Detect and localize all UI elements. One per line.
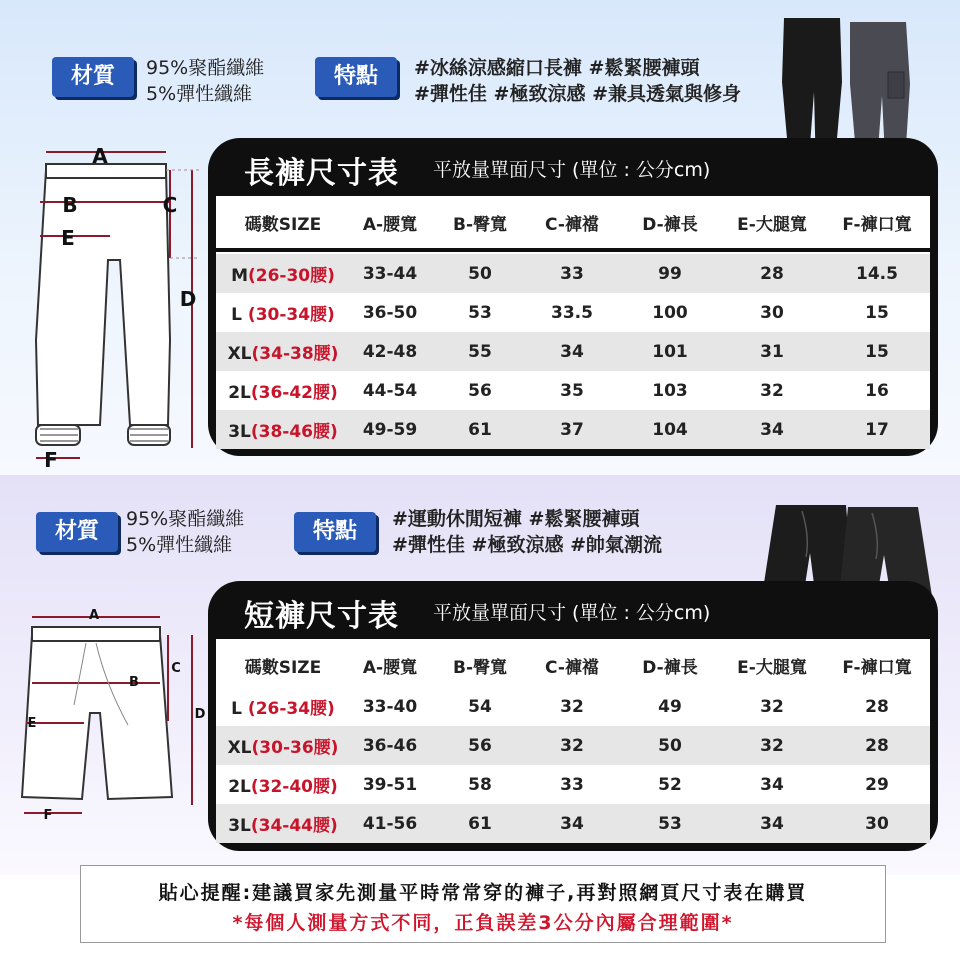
size-waist: (34-38腰) xyxy=(251,344,339,364)
material-line: 5%彈性纖維 xyxy=(126,534,233,556)
value-cell: 42-48 xyxy=(362,341,418,362)
value-cell: 41-56 xyxy=(362,813,418,834)
value-cell: 53 xyxy=(468,302,492,323)
diagram-label-f: F xyxy=(44,448,58,472)
diagram-label-e: E xyxy=(61,226,75,250)
size-code: 3L xyxy=(228,816,251,836)
value-cell: 15 xyxy=(865,302,889,323)
value-cell: 58 xyxy=(468,774,492,795)
size-cell xyxy=(216,733,344,758)
value-cell: 44-54 xyxy=(362,380,418,401)
size-waist: (26-34腰) xyxy=(247,699,335,719)
size-cell xyxy=(216,811,344,836)
table-row xyxy=(216,765,930,804)
table-row xyxy=(216,726,930,765)
table-row xyxy=(216,293,930,332)
value-cell: 34 xyxy=(760,813,784,834)
value-cell: 30 xyxy=(865,813,889,834)
value-cell: 36-46 xyxy=(362,735,418,756)
size-waist: (36-42腰) xyxy=(250,383,338,403)
header-size: 碼數SIZE xyxy=(244,214,322,235)
value-cell: 52 xyxy=(658,774,682,795)
value-cell: 101 xyxy=(652,341,688,362)
header-crotch: C-褲襠 xyxy=(545,214,599,235)
long-pants-section xyxy=(0,0,960,475)
feature-badge: 特點 xyxy=(294,512,376,552)
table-row xyxy=(216,410,930,449)
diagram-label-c: C xyxy=(171,661,181,676)
material-line: 95%聚酯纖維 xyxy=(146,57,265,79)
diagram-label-b: B xyxy=(129,675,139,690)
notice-line-1: 貼心提醒:建議買家先測量平時常常穿的褲子,再對照網頁尺寸表在購買 xyxy=(158,882,808,904)
feature-line: #彈性佳 #極致涼感 #兼具透氣與修身 xyxy=(414,83,741,105)
header-waist: A-腰寬 xyxy=(362,214,418,235)
value-cell: 28 xyxy=(760,263,784,284)
value-cell: 33 xyxy=(560,774,584,795)
size-code: L xyxy=(231,699,248,719)
value-cell: 37 xyxy=(560,419,584,440)
size-cell xyxy=(216,261,344,286)
diagram-label-a: A xyxy=(88,608,100,623)
header-length: D-褲長 xyxy=(642,214,698,235)
header-hip: B-臀寬 xyxy=(452,657,507,678)
value-cell: 29 xyxy=(865,774,889,795)
size-waist: (30-34腰) xyxy=(247,305,335,325)
feature-line: #冰絲涼感縮口長褲 #鬆緊腰褲頭 xyxy=(414,57,700,79)
size-waist: (38-46腰) xyxy=(250,422,338,442)
size-cell xyxy=(216,300,344,325)
value-cell: 33-44 xyxy=(362,263,418,284)
size-cell xyxy=(216,694,344,719)
feature-line: #運動休閒短褲 #鬆緊腰褲頭 xyxy=(392,508,640,530)
feature-badge: 特點 xyxy=(315,57,397,97)
table-title: 短褲尺寸表 xyxy=(244,599,399,634)
feature-text xyxy=(392,506,662,558)
feature-text xyxy=(414,55,741,107)
value-cell: 54 xyxy=(468,696,492,717)
header-thigh: E-大腿寬 xyxy=(737,657,807,678)
size-code: XL xyxy=(227,344,252,364)
size-cell xyxy=(216,339,344,364)
value-cell: 49 xyxy=(658,696,682,717)
table-subtitle: 平放量單面尺寸 (單位 : 公分cm) xyxy=(433,159,711,181)
value-cell: 32 xyxy=(560,735,584,756)
value-cell: 16 xyxy=(865,380,889,401)
notice-line-2: *每個人測量方式不同，正負誤差3公分內屬合理範圍* xyxy=(232,912,734,934)
material-line: 5%彈性纖維 xyxy=(146,83,253,105)
shorts-size-table xyxy=(208,581,938,851)
header-crotch: C-褲襠 xyxy=(545,657,599,678)
value-cell: 32 xyxy=(760,380,784,401)
measurement-notice xyxy=(80,865,886,943)
value-cell: 36-50 xyxy=(362,302,418,323)
table-subtitle: 平放量單面尺寸 (單位 : 公分cm) xyxy=(433,602,711,624)
value-cell: 104 xyxy=(652,419,688,440)
value-cell: 33 xyxy=(560,263,584,284)
header-waist: A-腰寬 xyxy=(362,657,418,678)
shorts-section xyxy=(0,475,960,875)
value-cell: 61 xyxy=(468,813,492,834)
table-body xyxy=(216,252,930,448)
material-text xyxy=(126,506,244,558)
table-row xyxy=(216,371,930,410)
value-cell: 28 xyxy=(865,735,889,756)
value-cell: 33-40 xyxy=(362,696,418,717)
table-header xyxy=(216,639,930,691)
table-row xyxy=(216,254,930,293)
header-length: D-褲長 xyxy=(642,657,698,678)
value-cell: 50 xyxy=(658,735,682,756)
feature-line: #彈性佳 #極致涼感 #帥氣潮流 xyxy=(392,534,662,556)
diagram-label-c: C xyxy=(162,193,178,217)
long-size-table xyxy=(208,138,938,456)
material-badge: 材質 xyxy=(36,512,118,552)
table-header xyxy=(216,196,930,248)
value-cell: 56 xyxy=(468,380,492,401)
table-row xyxy=(216,804,930,843)
value-cell: 33.5 xyxy=(551,302,593,323)
value-cell: 56 xyxy=(468,735,492,756)
size-code: M xyxy=(231,266,248,286)
size-code: 2L xyxy=(228,777,251,797)
size-waist: (26-30腰) xyxy=(248,266,335,286)
diagram-label-e: E xyxy=(27,716,37,731)
header-thigh: E-大腿寬 xyxy=(737,214,807,235)
diagram-label-f: F xyxy=(43,808,53,823)
shorts-diagram xyxy=(10,605,210,825)
value-cell: 34 xyxy=(560,813,584,834)
value-cell: 50 xyxy=(468,263,492,284)
size-code: 2L xyxy=(228,383,251,403)
value-cell: 34 xyxy=(560,341,584,362)
value-cell: 30 xyxy=(760,302,784,323)
value-cell: 28 xyxy=(865,696,889,717)
value-cell: 99 xyxy=(658,263,682,284)
material-text xyxy=(146,55,264,107)
header-size: 碼數SIZE xyxy=(244,657,322,678)
size-code: 3L xyxy=(228,422,251,442)
table-title: 長褲尺寸表 xyxy=(244,156,399,191)
value-cell: 100 xyxy=(652,302,688,323)
value-cell: 35 xyxy=(560,380,584,401)
value-cell: 49-59 xyxy=(362,419,418,440)
value-cell: 34 xyxy=(760,774,784,795)
value-cell: 103 xyxy=(652,380,688,401)
value-cell: 15 xyxy=(865,341,889,362)
value-cell: 17 xyxy=(865,419,889,440)
material-line: 95%聚酯纖維 xyxy=(126,508,245,530)
size-code: XL xyxy=(227,738,252,758)
value-cell: 32 xyxy=(760,735,784,756)
diagram-label-d: D xyxy=(179,287,197,311)
value-cell: 34 xyxy=(760,419,784,440)
size-waist: (30-36腰) xyxy=(251,738,339,758)
size-cell xyxy=(216,417,344,442)
diagram-label-d: D xyxy=(194,707,206,722)
size-waist: (32-40腰) xyxy=(250,777,338,797)
size-cell xyxy=(216,772,344,797)
table-body xyxy=(216,685,930,843)
value-cell: 55 xyxy=(468,341,492,362)
value-cell: 14.5 xyxy=(856,263,898,284)
header-hip: B-臀寬 xyxy=(452,214,507,235)
value-cell: 32 xyxy=(760,696,784,717)
value-cell: 61 xyxy=(468,419,492,440)
header-hem: F-褲口寬 xyxy=(842,657,912,678)
diagram-label-b: B xyxy=(62,193,78,217)
material-badge: 材質 xyxy=(52,57,134,97)
diagram-label-a: A xyxy=(92,144,108,168)
value-cell: 32 xyxy=(560,696,584,717)
size-cell xyxy=(216,378,344,403)
size-waist: (34-44腰) xyxy=(250,816,338,836)
value-cell: 39-51 xyxy=(362,774,418,795)
header-hem: F-褲口寬 xyxy=(842,214,912,235)
value-cell: 53 xyxy=(658,813,682,834)
table-row xyxy=(216,332,930,371)
table-row xyxy=(216,687,930,726)
size-code: L xyxy=(231,305,248,325)
value-cell: 31 xyxy=(760,341,784,362)
